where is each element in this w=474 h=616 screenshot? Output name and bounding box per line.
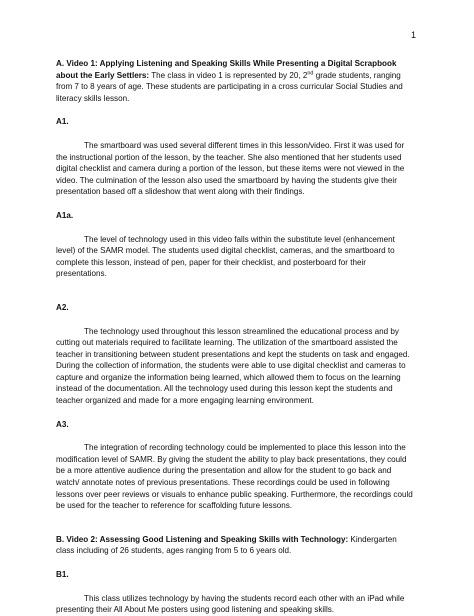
paragraph-a1a: The level of technology used in this video falls within the substitute level (enhancement level) of the SAMR model. The students used digital checklist, cameras, and the smartboard to complete this lesson, instead of pen, paper for their checklist, and posterboard for their presentations. <box>56 234 395 279</box>
section-b-intro-text: Kindergarten class including of 26 students, ages ranging from 5 to 6 years old. <box>56 534 397 556</box>
heading-a1a: A1a. <box>56 210 74 220</box>
section-b-intro <box>56 534 414 557</box>
heading-a2: A2. <box>56 302 69 312</box>
section-a-intro <box>56 58 414 104</box>
paragraph-a1: The smartboard was used several different times in this lesson/video. First it was used for the instructional portion of the lesson, by the teacher. She also mentioned that her students used digital checklist and camera during a portion of the lesson, but these items were not viewed in the video. The culmination of the lesson also used the smartboard by having the students give their presentation based off a slideshow that went along with their findings. <box>56 140 405 197</box>
section-a-title: A. Video 1: Applying Listening and Speaking Skills While Presenting a Digital Scrapbook about the Early Settlers: <box>56 59 397 80</box>
paragraph-a2: The technology used throughout this lesson streamlined the educational process and by cutting out materials required to facilitate learning. The utilization of the smartboard assisted the teacher in transitioning between student presentations and kept the students on task and engaged. During the collection of information, the students were able to use digital checklist and cameras to capture and organize the information being learned, which allowed them to focus on the learning instead of the documentation. All the technology used during this lesson kept the students and teacher organized and made for a more engaging learning environment. <box>56 326 410 406</box>
section-a-intro-text-1: The class in video 1 is represented by 20, 2 <box>149 70 308 80</box>
paragraph-a3: The integration of recording technology could be implemented to place this lesson into the modification level of SAMR. By giving the student the ability to play back presentations, they could be a more attentive audience during the presentation and allow for the student to go back and watch/ annotate notes of previous presentations. These recordings could be used in following lessons over peer reviews or visuals to enhance public speaking. Furthermore, the recordings could be used for the teacher to reference for scaffolding future lessons. <box>56 443 413 511</box>
heading-a3: A3. <box>56 419 69 429</box>
ordinal-suffix: nd <box>307 69 314 76</box>
page-number: 1 <box>410 30 416 40</box>
paragraph-b1: This class utilizes technology by having the students record each other with an iPad while presenting their All About Me posters using good listening and speaking skills. <box>56 593 405 615</box>
section-a-intro-text-2: grade students, ranging from 7 to 8 years of age. These students are participating in a cross curricular Social Studies and literacy skills lesson. <box>56 70 403 103</box>
heading-a1: A1. <box>56 117 69 127</box>
document-body <box>56 58 414 616</box>
heading-b1: B1. <box>56 570 69 579</box>
section-b-title: B. Video 2: Assessing Good Listening and Speaking Skills with Technology: <box>56 534 349 544</box>
